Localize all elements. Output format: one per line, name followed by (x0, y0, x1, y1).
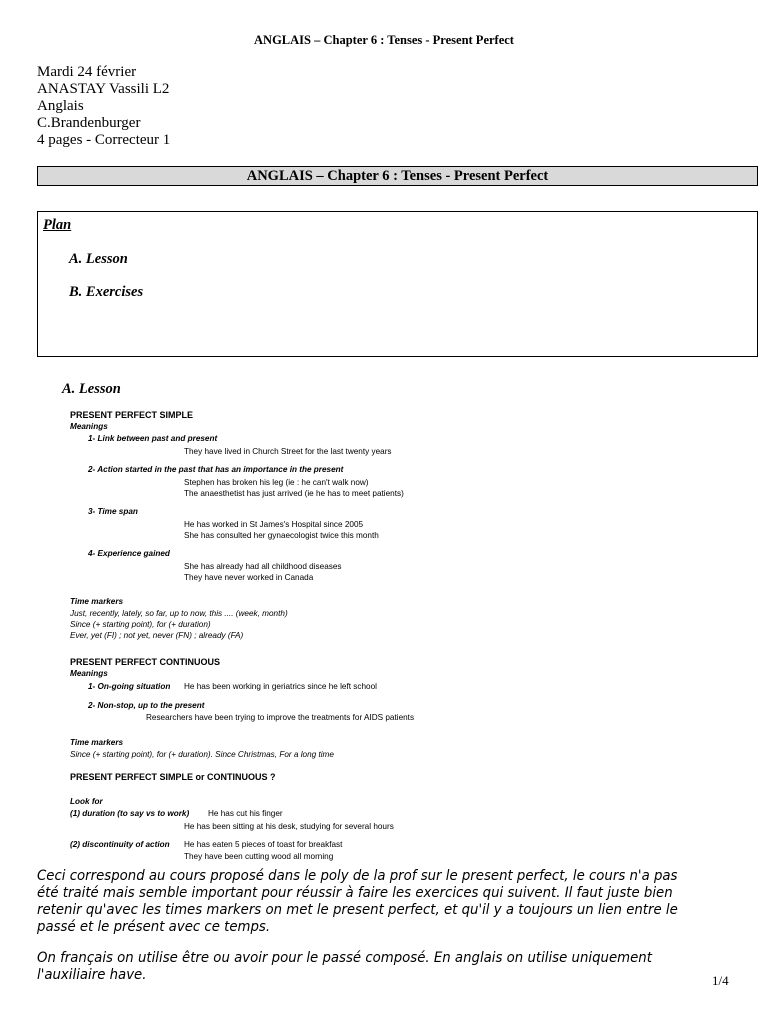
continuous-meaning-2: 2- Non-stop, up to the present (88, 701, 205, 710)
meta-author: ANASTAY Vassili L2 (37, 81, 170, 97)
compare-item-2-example-1: He has eaten 5 pieces of toast for breakfast (184, 840, 343, 849)
lesson-scan (68, 405, 488, 867)
simple-meaning-3-example-2: She has consulted her gynaecologist twice this month (184, 531, 379, 540)
commentary (37, 868, 702, 998)
commentary-paragraph-1: Ceci correspond au cours proposé dans le poly de la prof sur le present perfect, le cours n'a pas été traité mais semble important pour réussir à faire les exercices qui suivent. Il faut juste bien retenir qu'avec les times markers on met le present perfect, et qu'il y a toujours un lien entre le passé et le présent avec ce temps. (37, 868, 678, 935)
compare-title: PRESENT PERFECT SIMPLE or CONTINUOUS ? (70, 772, 276, 782)
simple-time-marker-3: Ever, yet (FI) ; not yet, never (FN) ; already (FA) (70, 631, 244, 640)
lesson-heading: A. Lesson (62, 381, 121, 397)
meta-teacher: C.Brandenburger (37, 115, 141, 131)
simple-meanings-label: Meanings (70, 422, 108, 431)
meta-date: Mardi 24 février (37, 64, 137, 80)
compare-item-1-example-2: He has been sitting at his desk, studying for several hours (184, 822, 394, 831)
chapter-title-bar: ANGLAIS – Chapter 6 : Tenses - Present Perfect (37, 166, 758, 186)
compare-item-1: (1) duration (to say vs to work) (70, 809, 190, 818)
continuous-meaning-2-example: Researchers have been trying to improve the treatments for AIDS patients (146, 713, 415, 722)
simple-meaning-4-example-1: She has already had all childhood diseases (184, 562, 342, 571)
continuous-title: PRESENT PERFECT CONTINUOUS (70, 657, 221, 667)
page-header-title: ANGLAIS – Chapter 6 : Tenses - Present Perfect (254, 33, 514, 47)
simple-meaning-2-example-1: Stephen has broken his leg (ie : he can't walk now) (184, 478, 369, 487)
document-meta (37, 64, 170, 149)
simple-meaning-3-example-1: He has worked in St James's Hospital since 2005 (184, 520, 364, 529)
simple-title: PRESENT PERFECT SIMPLE (70, 410, 194, 420)
meta-pages: 4 pages - Correcteur 1 (37, 132, 171, 148)
continuous-time-markers-label: Time markers (70, 738, 124, 747)
simple-time-marker-1: Just, recently, lately, so far, up to now, this .... (week, month) (70, 609, 288, 618)
continuous-time-marker-1: Since (+ starting point), for (+ duration). Since Christmas, For a long time (70, 750, 334, 759)
page-number: 1/4 (712, 973, 729, 988)
simple-meaning-4: 4- Experience gained (88, 549, 170, 558)
plan-item-exercises: B. Exercises (69, 284, 144, 300)
compare-item-2-example-2: They have been cutting wood all morning (184, 852, 334, 861)
simple-meaning-4-example-2: They have never worked in Canada (184, 573, 314, 582)
simple-meaning-3: 3- Time span (88, 507, 138, 516)
continuous-meanings-label: Meanings (70, 669, 108, 678)
compare-item-1-example-1: He has cut his finger (208, 809, 283, 818)
plan-title: Plan (43, 217, 72, 233)
continuous-meaning-1: 1- On-going situation (88, 682, 171, 691)
simple-time-markers-label: Time markers (70, 597, 124, 606)
commentary-paragraph-2: On français on utilise être ou avoir pour le passé composé. En anglais on utilise uniquement l'auxiliaire have. (37, 950, 652, 983)
simple-meaning-1: 1- Link between past and present (88, 434, 218, 443)
meta-subject: Anglais (37, 98, 84, 114)
continuous-meaning-1-example: He has been working in geriatrics since he left school (184, 682, 377, 691)
plan-item-lesson: A. Lesson (69, 251, 128, 267)
simple-meaning-1-example: They have lived in Church Street for the last twenty years (184, 447, 392, 456)
simple-time-marker-2: Since (+ starting point), for (+ duration) (70, 620, 211, 629)
simple-meaning-2-example-2: The anaesthetist has just arrived (ie he has to meet patients) (184, 489, 404, 498)
plan-box (37, 211, 758, 357)
simple-meaning-2: 2- Action started in the past that has an importance in the present (88, 465, 344, 474)
compare-look-for: Look for (70, 797, 103, 806)
compare-item-2: (2) discontinuity of action (70, 840, 170, 849)
